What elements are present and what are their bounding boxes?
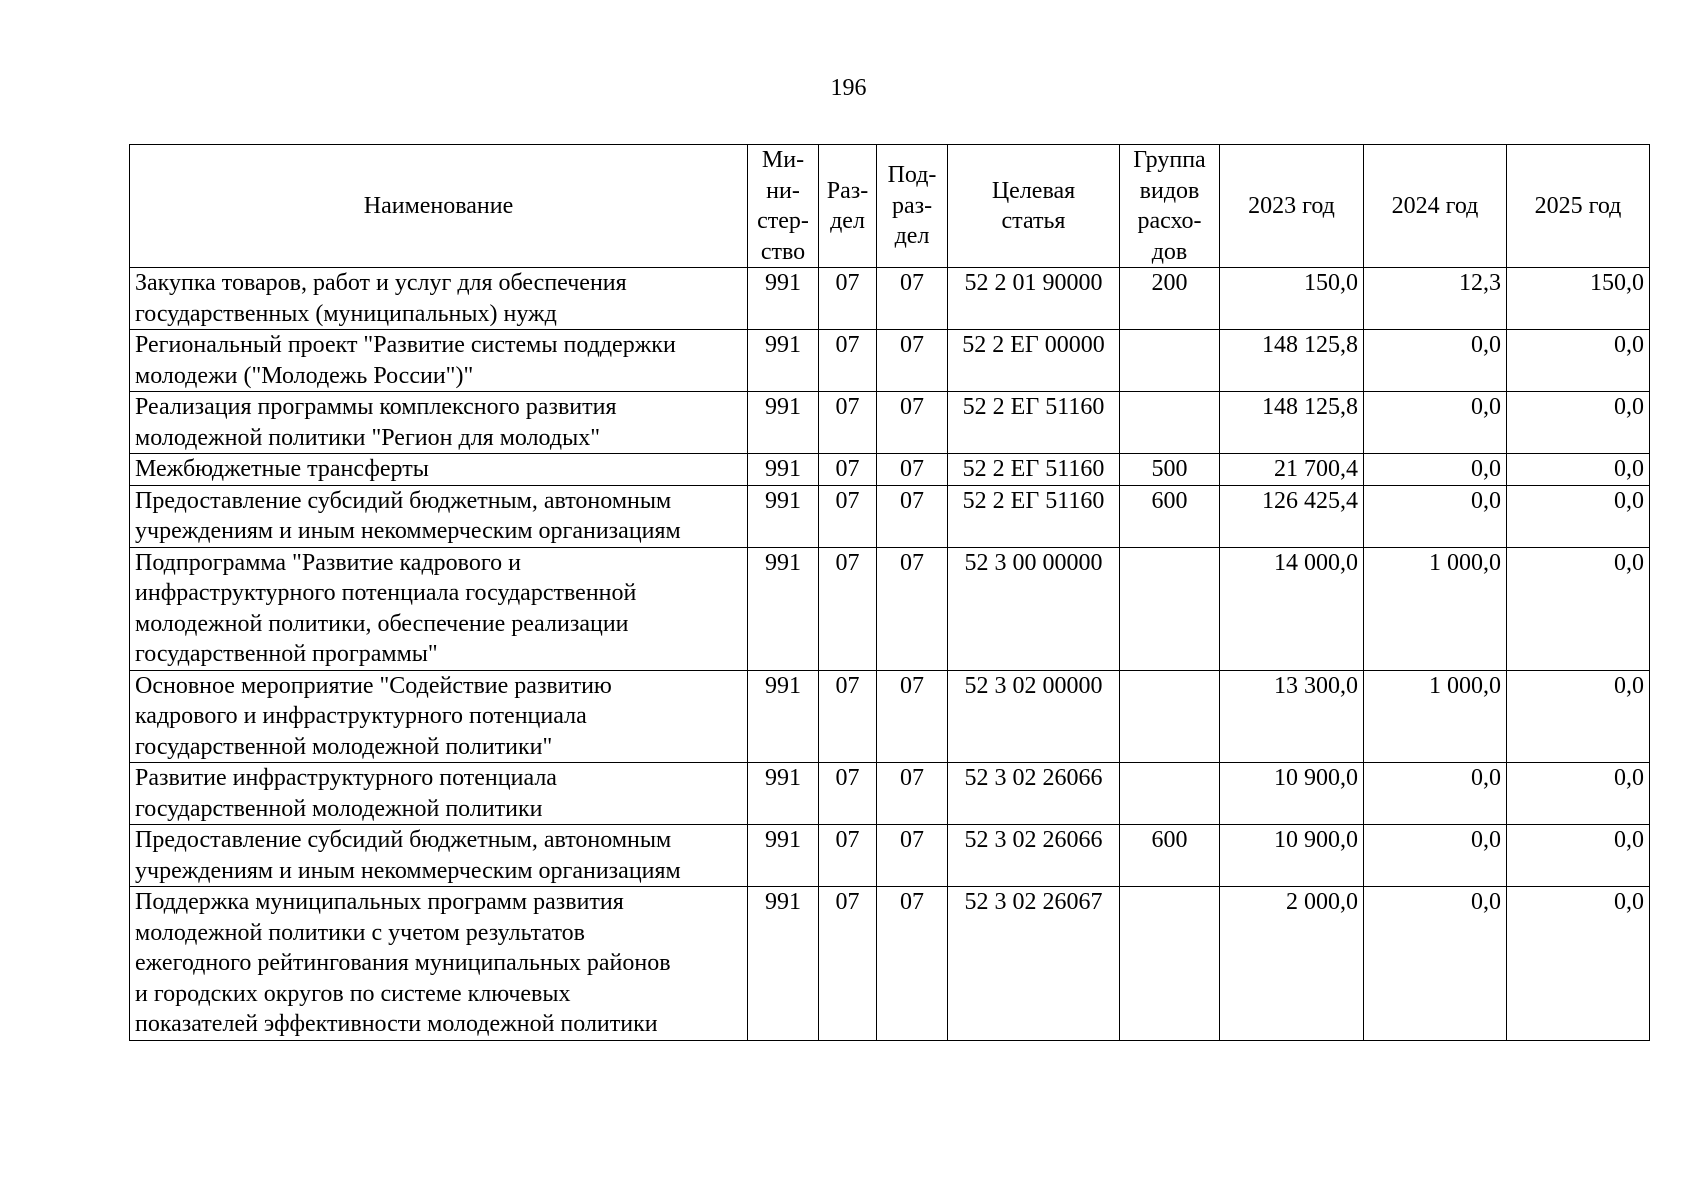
cell-2025: 0,0: [1507, 392, 1650, 454]
cell-name-line: и городских округов по системе ключевых: [135, 980, 571, 1007]
cell-group: 500: [1120, 454, 1220, 486]
header-2024: 2024 год: [1364, 145, 1507, 268]
cell-target: 52 3 02 26067: [948, 887, 1120, 1041]
cell-name-line: Развитие инфраструктурного потенциала: [135, 765, 557, 791]
table-row: [130, 825, 1650, 887]
header-name: Наименование: [130, 145, 748, 268]
cell-subsection: 07: [877, 485, 948, 547]
header-2025: 2025 год: [1507, 145, 1650, 268]
header-subsection: Под- раз- дел: [877, 145, 948, 268]
cell-name-line: Предоставление субсидий бюджетным, автономным: [135, 827, 672, 853]
cell-target: 52 2 ЕГ 51160: [948, 392, 1120, 454]
cell-name-line: показателей эффективности молодежной политики: [135, 1011, 658, 1037]
header-section: Раз- дел: [819, 145, 877, 268]
cell-target: 52 2 01 90000: [948, 268, 1120, 330]
cell-target: 52 2 ЕГ 51160: [948, 454, 1120, 486]
cell-target: 52 3 00 00000: [948, 547, 1120, 670]
cell-name: [130, 454, 748, 486]
cell-2025: 0,0: [1507, 763, 1650, 825]
cell-subsection: 07: [877, 268, 948, 330]
cell-target: 52 3 02 26066: [948, 763, 1120, 825]
cell-2025: 0,0: [1507, 670, 1650, 763]
cell-ministry: 991: [748, 392, 819, 454]
cell-2024: 0,0: [1364, 763, 1507, 825]
cell-ministry: 991: [748, 763, 819, 825]
header-ministry: Ми- ни- стер- ство: [748, 145, 819, 268]
table-body: [130, 268, 1650, 1041]
cell-name-line: государственной программы": [135, 641, 438, 667]
cell-name-line: Межбюджетные трансферты: [135, 456, 429, 482]
cell-section: 07: [819, 825, 877, 887]
cell-group: 600: [1120, 485, 1220, 547]
cell-2023: 148 125,8: [1220, 330, 1364, 392]
table-row: [130, 763, 1650, 825]
cell-subsection: 07: [877, 825, 948, 887]
cell-group: [1120, 330, 1220, 392]
cell-ministry: 991: [748, 547, 819, 670]
cell-group: [1120, 763, 1220, 825]
cell-name: [130, 330, 748, 392]
header-target: Целевая статья: [948, 145, 1120, 268]
cell-2023: 148 125,8: [1220, 392, 1364, 454]
cell-subsection: 07: [877, 547, 948, 670]
cell-2025: 0,0: [1507, 887, 1650, 1041]
table-row: [130, 547, 1650, 670]
cell-name-line: государственной молодежной политики": [135, 733, 553, 760]
cell-name: [130, 670, 748, 763]
cell-2023: 10 900,0: [1220, 763, 1364, 825]
cell-name-line: молодежной политики, обеспечение реализации: [135, 610, 629, 637]
header-group: Группа видов расхо- дов: [1120, 145, 1220, 268]
cell-name-line: учреждениям и иным некоммерческим организациям: [135, 518, 681, 544]
cell-name-line: кадрового и инфраструктурного потенциала: [135, 703, 587, 729]
cell-2024: 0,0: [1364, 392, 1507, 454]
table-row: [130, 330, 1650, 392]
cell-2024: 0,0: [1364, 485, 1507, 547]
cell-2025: 0,0: [1507, 330, 1650, 392]
budget-table: [129, 144, 1650, 1041]
cell-name-line: ежегодного рейтингования муниципальных районов: [135, 950, 671, 976]
cell-section: 07: [819, 485, 877, 547]
cell-section: 07: [819, 454, 877, 486]
cell-group: [1120, 670, 1220, 763]
table-row: [130, 392, 1650, 454]
cell-group: [1120, 887, 1220, 1041]
cell-section: 07: [819, 547, 877, 670]
cell-name-line: инфраструктурного потенциала государственной: [135, 580, 637, 606]
header-2023: 2023 год: [1220, 145, 1364, 268]
cell-name-line: Предоставление субсидий бюджетным, автономным: [135, 487, 672, 514]
cell-subsection: 07: [877, 454, 948, 486]
cell-section: 07: [819, 268, 877, 330]
cell-ministry: 991: [748, 825, 819, 887]
cell-2023: 21 700,4: [1220, 454, 1364, 486]
cell-name-line: учреждениям и иным некоммерческим организациям: [135, 857, 681, 884]
cell-ministry: 991: [748, 454, 819, 486]
table-row: [130, 485, 1650, 547]
cell-2024: 0,0: [1364, 825, 1507, 887]
cell-name-line: Поддержка муниципальных программ развития: [135, 889, 624, 915]
cell-section: 07: [819, 330, 877, 392]
cell-ministry: 991: [748, 330, 819, 392]
cell-name-line: молодежной политики с учетом результатов: [135, 919, 585, 946]
cell-subsection: 07: [877, 330, 948, 392]
cell-name-line: Закупка товаров, работ и услуг для обеспечения: [135, 270, 627, 296]
cell-2023: 10 900,0: [1220, 825, 1364, 887]
cell-name: [130, 268, 748, 330]
cell-target: 52 3 02 26066: [948, 825, 1120, 887]
cell-2025: 0,0: [1507, 485, 1650, 547]
cell-2024: 1 000,0: [1364, 670, 1507, 763]
cell-name: [130, 887, 748, 1041]
cell-ministry: 991: [748, 670, 819, 763]
cell-group: 600: [1120, 825, 1220, 887]
cell-group: 200: [1120, 268, 1220, 330]
cell-name-line: Реализация программы комплексного развития: [135, 394, 617, 420]
cell-name-line: молодежи ("Молодежь России")": [135, 362, 474, 389]
cell-group: [1120, 392, 1220, 454]
cell-name: [130, 485, 748, 547]
cell-2025: 0,0: [1507, 825, 1650, 887]
cell-ministry: 991: [748, 268, 819, 330]
cell-ministry: 991: [748, 485, 819, 547]
cell-group: [1120, 547, 1220, 670]
cell-2023: 2 000,0: [1220, 887, 1364, 1041]
cell-2023: 13 300,0: [1220, 670, 1364, 763]
cell-name-line: Подпрограмма "Развитие кадрового и: [135, 549, 521, 576]
cell-subsection: 07: [877, 670, 948, 763]
cell-2025: 150,0: [1507, 268, 1650, 330]
cell-ministry: 991: [748, 887, 819, 1041]
cell-2024: 0,0: [1364, 330, 1507, 392]
cell-name-line: государственных (муниципальных) нужд: [135, 300, 557, 327]
cell-section: 07: [819, 670, 877, 763]
cell-target: 52 2 ЕГ 51160: [948, 485, 1120, 547]
cell-2024: 0,0: [1364, 454, 1507, 486]
cell-name: [130, 392, 748, 454]
cell-name: [130, 547, 748, 670]
cell-name-line: молодежной политики "Регион для молодых": [135, 424, 600, 451]
cell-section: 07: [819, 392, 877, 454]
table-row: [130, 454, 1650, 486]
table-row: [130, 887, 1650, 1041]
cell-2024: 0,0: [1364, 887, 1507, 1041]
cell-target: 52 2 ЕГ 00000: [948, 330, 1120, 392]
cell-2024: 1 000,0: [1364, 547, 1507, 670]
cell-name-line: Региональный проект "Развитие системы поддержки: [135, 332, 676, 358]
cell-2023: 14 000,0: [1220, 547, 1364, 670]
cell-name: [130, 825, 748, 887]
cell-name-line: Основное мероприятие "Содействие развитию: [135, 672, 612, 699]
cell-2024: 12,3: [1364, 268, 1507, 330]
table-row: [130, 268, 1650, 330]
cell-name: [130, 763, 748, 825]
table-row: [130, 670, 1650, 763]
cell-subsection: 07: [877, 392, 948, 454]
page-number: 196: [830, 75, 867, 101]
cell-2025: 0,0: [1507, 547, 1650, 670]
cell-target: 52 3 02 00000: [948, 670, 1120, 763]
cell-subsection: 07: [877, 763, 948, 825]
cell-2023: 126 425,4: [1220, 485, 1364, 547]
cell-2023: 150,0: [1220, 268, 1364, 330]
cell-section: 07: [819, 887, 877, 1041]
table-header-row: [130, 145, 1650, 268]
cell-subsection: 07: [877, 887, 948, 1041]
cell-section: 07: [819, 763, 877, 825]
cell-name-line: государственной молодежной политики: [135, 795, 543, 822]
cell-2025: 0,0: [1507, 454, 1650, 486]
